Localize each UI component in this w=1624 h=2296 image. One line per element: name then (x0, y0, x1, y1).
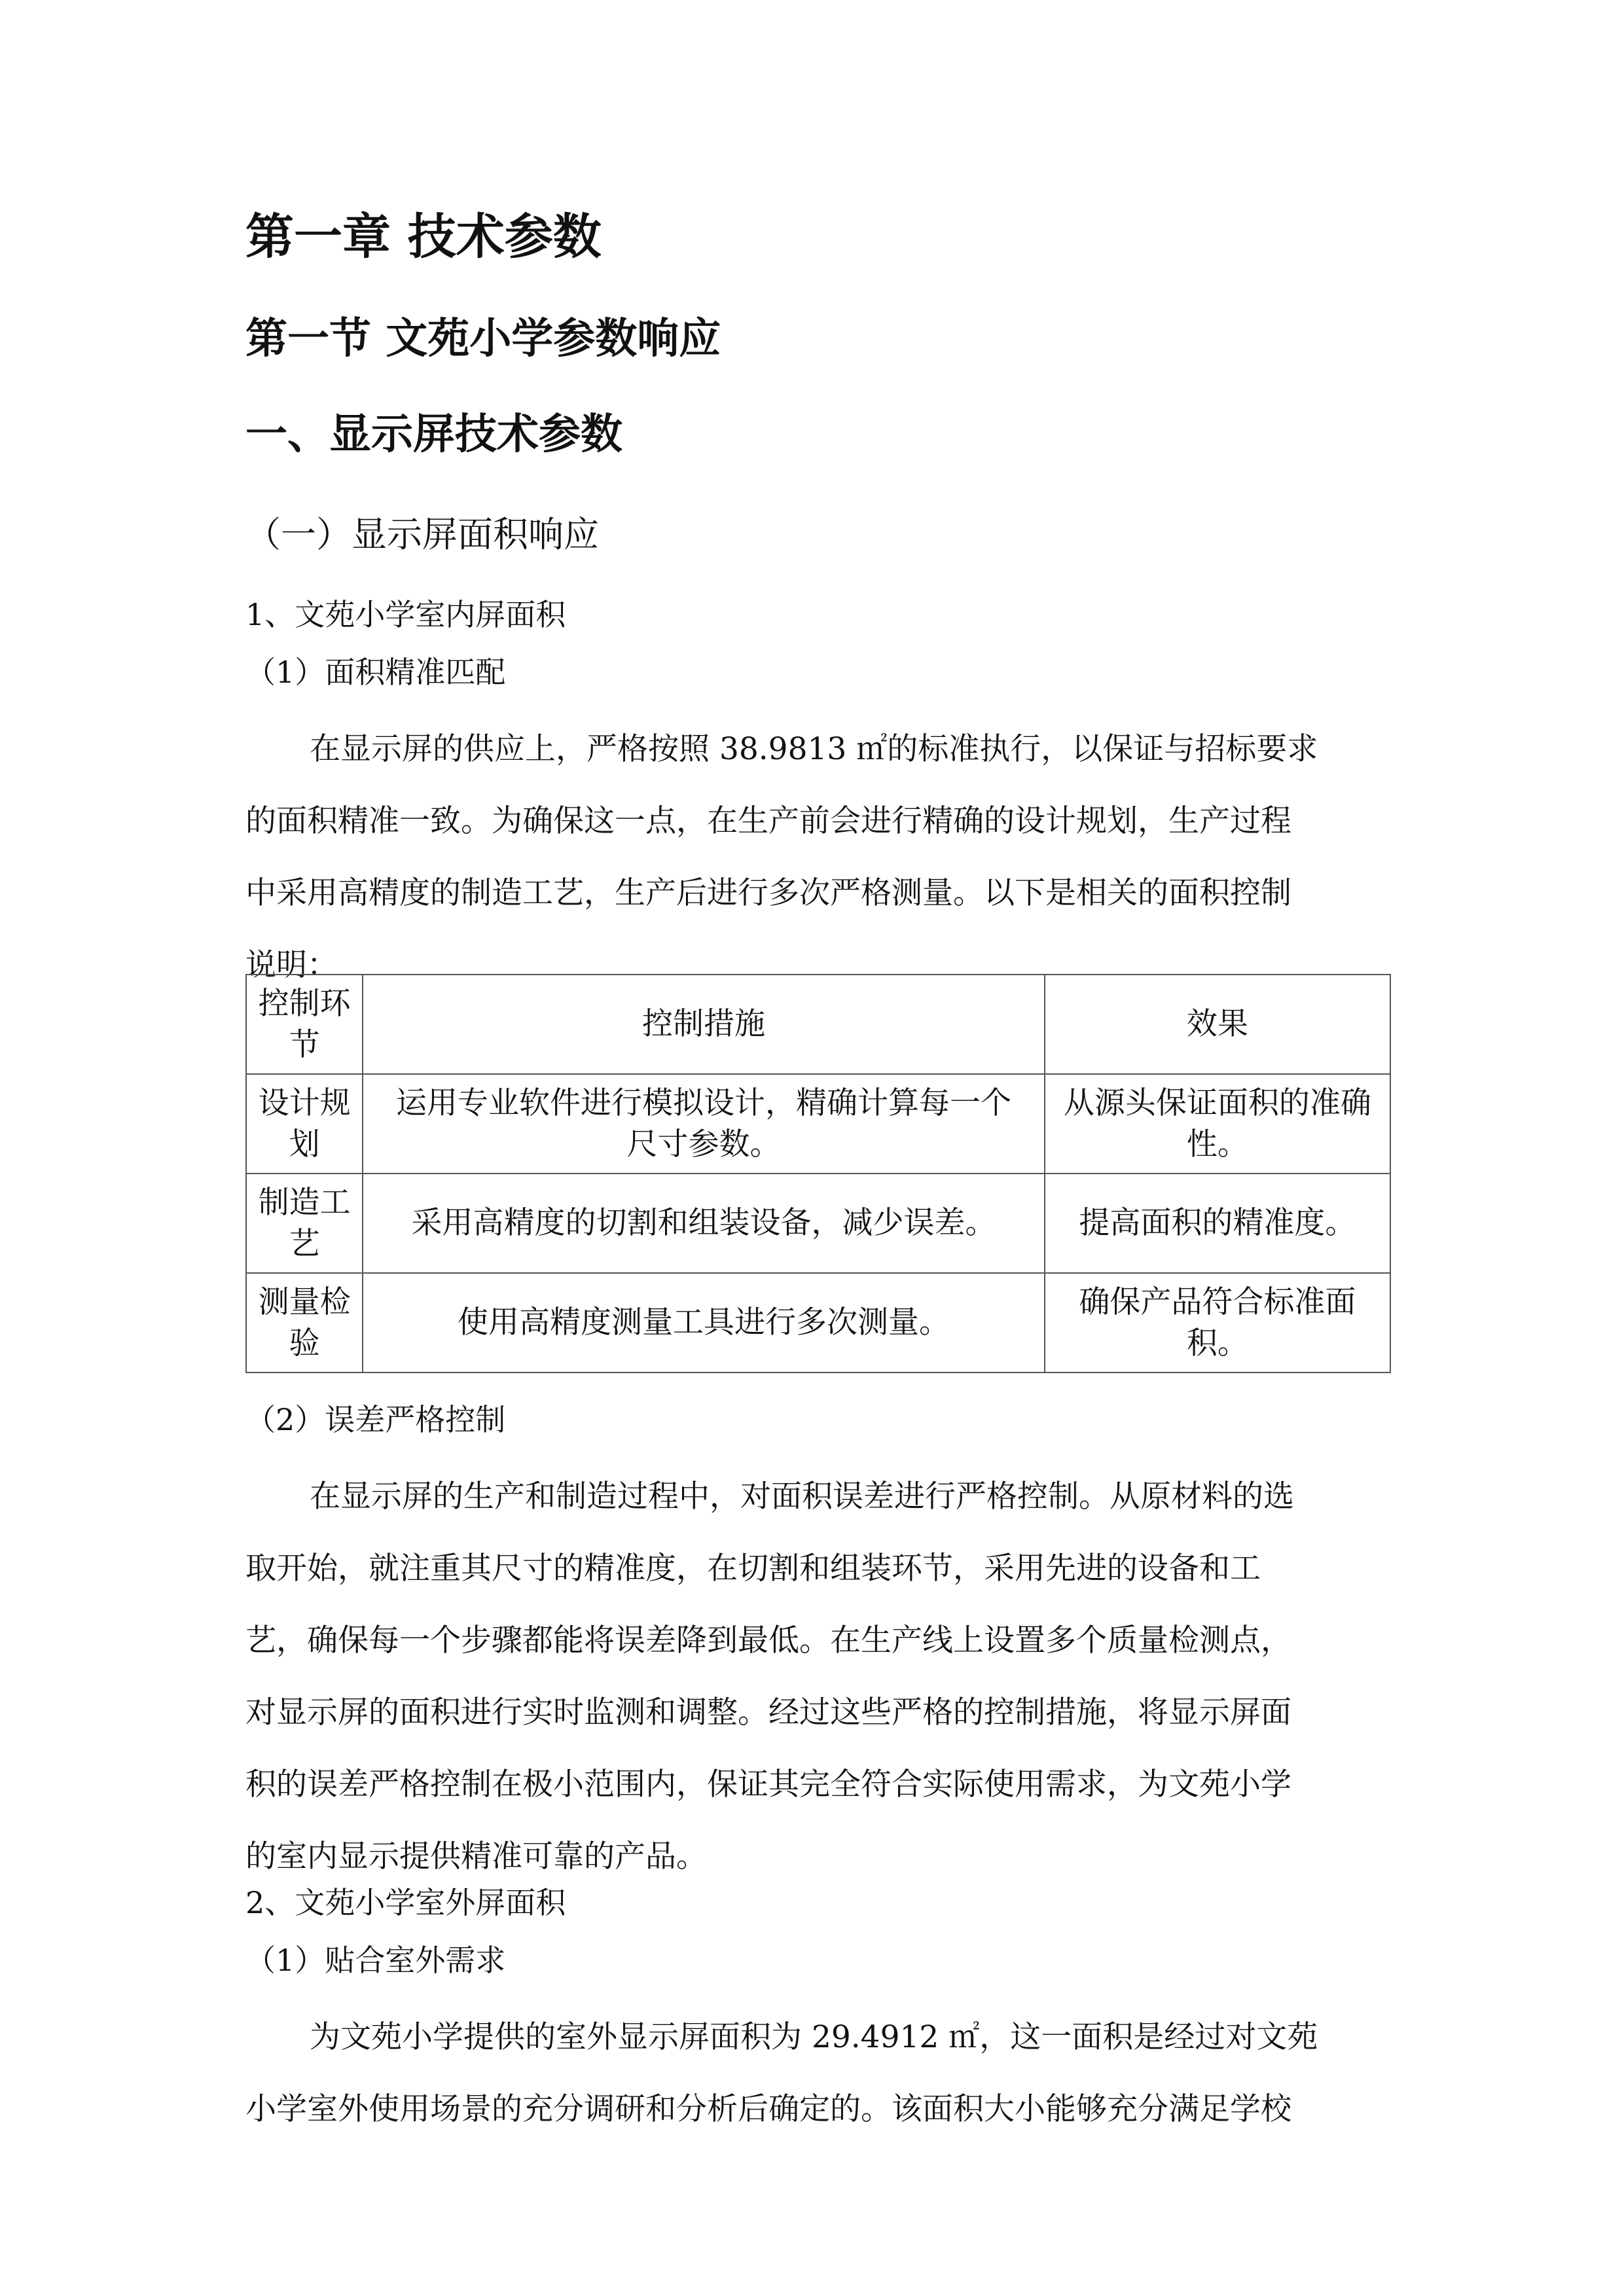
cell-text: 性。 (1186, 1126, 1248, 1162)
paragraph-line: 为文苑小学提供的室外显示屏面积为 29.4912 ㎡，这一面积是经过对文苑 (310, 2019, 1318, 2055)
table-header-measure (363, 975, 1044, 1074)
cell-text: 制造工 (258, 1184, 351, 1221)
item1-sub2-title: （2）误差严格控制 (245, 1402, 506, 1437)
cell-text: 提高面积的精准度。 (1079, 1205, 1356, 1242)
table-cell-stage (246, 1174, 363, 1273)
item1-sub1-title: （1）面积精准匹配 (245, 655, 506, 690)
cell-text: 使用高精度测量工具进行多次测量。 (458, 1304, 950, 1341)
cell-text: 尺寸参数。 (626, 1126, 781, 1162)
item1-sub2-paragraph (245, 1461, 1384, 1893)
table-cell-effect (1045, 1074, 1390, 1174)
paragraph-line: 的面积精准一致。为确保这一点，在生产前会进行精确的设计规划，生产过程 (245, 803, 1291, 839)
paragraph-line: 积的误差严格控制在极小范围内，保证其完全符合实际使用需求，为文苑小学 (245, 1767, 1291, 1803)
table-header-text: 控制环 (258, 985, 351, 1022)
cell-text: 艺 (289, 1226, 320, 1262)
table-header-text: 控制措施 (642, 1006, 765, 1043)
table-header-row (246, 975, 1390, 1074)
item1-sub1-paragraph (245, 713, 1384, 1001)
table-header-text: 节 (289, 1027, 320, 1063)
paragraph-line: 中采用高精度的制造工艺，生产后进行多次严格测量。以下是相关的面积控制 (245, 875, 1291, 911)
cell-text: 划 (289, 1126, 320, 1162)
cell-text: 验 (289, 1325, 320, 1361)
paragraph-line: 取开始，就注重其尺寸的精准度，在切割和组装环节，采用先进的设备和工 (245, 1551, 1261, 1587)
table-cell-measure (363, 1174, 1044, 1273)
paragraph-line: 的室内显示提供精准可靠的产品。 (245, 1839, 707, 1874)
table-cell-stage (246, 1074, 363, 1174)
chapter-title: 第一章 技术参数 (245, 209, 602, 265)
item2-title: 2、文苑小学室外屏面积 (245, 1885, 566, 1920)
paragraph-line: 小学室外使用场景的充分调研和分析后确定的。该面积大小能够充分满足学校 (245, 2091, 1291, 2127)
subsubsection-title: （一）显示屏面积响应 (245, 514, 599, 555)
section-title: 第一节 文苑小学参数响应 (245, 314, 721, 363)
item2-sub1-title: （1）贴合室外需求 (245, 1943, 506, 1978)
paragraph-line: 艺，确保每一个步骤都能将误差降到最低。在生产线上设置多个质量检测点， (245, 1623, 1291, 1659)
table-header-effect (1045, 975, 1390, 1074)
cell-text: 采用高精度的切割和组装设备，减少误差。 (411, 1205, 996, 1242)
item2-sub1-paragraph (245, 2001, 1384, 2145)
cell-text: 测量检 (258, 1283, 351, 1320)
table-row (246, 1074, 1390, 1174)
cell-text: 从源头保证面积的准确 (1063, 1085, 1371, 1121)
subsection-title: 一、显示屏技术参数 (245, 410, 623, 459)
table-cell-measure (363, 1074, 1044, 1174)
table-cell-measure (363, 1273, 1044, 1372)
paragraph-line: 在显示屏的供应上，严格按照 38.9813 ㎡的标准执行，以保证与招标要求 (310, 731, 1318, 767)
table-cell-stage (246, 1273, 363, 1372)
paragraph-line: 说明： (245, 947, 338, 983)
area-control-table (245, 974, 1391, 1373)
paragraph-line: 对显示屏的面积进行实时监测和调整。经过这些严格的控制措施，将显示屏面 (245, 1695, 1291, 1731)
cell-text: 设计规 (258, 1085, 351, 1121)
table-header-text: 效果 (1186, 1006, 1248, 1043)
paragraph-line: 在显示屏的生产和制造过程中，对面积误差进行严格控制。从原材料的选 (310, 1479, 1294, 1515)
cell-text: 确保产品符合标准面 (1079, 1283, 1356, 1320)
table-cell-effect (1045, 1273, 1390, 1372)
table-row (246, 1273, 1390, 1372)
cell-text: 积。 (1186, 1325, 1248, 1361)
table-row (246, 1174, 1390, 1273)
item1-title: 1、文苑小学室内屏面积 (245, 597, 566, 632)
cell-text: 运用专业软件进行模拟设计，精确计算每一个 (396, 1085, 1011, 1121)
table-cell-effect (1045, 1174, 1390, 1273)
table-header-stage (246, 975, 363, 1074)
